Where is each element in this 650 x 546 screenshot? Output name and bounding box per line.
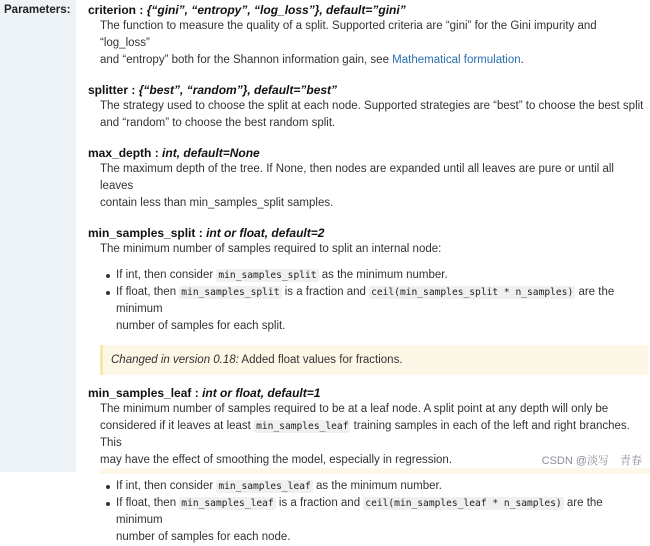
bullet-text: If float, then [116, 497, 180, 509]
watermark: CSDN @淡写 青春 [541, 455, 642, 467]
inline-code: ceil(min_samples_leaf * n_samples) [365, 498, 562, 509]
param-name: min_samples_split [88, 226, 196, 240]
desc-line: training samples in each of the left and right branches. This [100, 420, 630, 449]
bullet-list [88, 267, 648, 335]
param-signature: min_samples_leaf : int or float, default=1 [88, 386, 321, 400]
inline-code: min_samples_leaf [218, 481, 311, 492]
list-item [116, 495, 648, 546]
bullet-text: is a fraction and [275, 497, 364, 509]
desc-line: considered if it leaves at least [100, 420, 255, 432]
bullet-text: are the minimum [116, 497, 603, 526]
desc-line: The maximum depth of the tree. If None, then nodes are expanded until all leaves are pure or until all leaves [100, 163, 614, 192]
param-splitter [88, 82, 648, 132]
inline-code: min_samples_leaf [256, 421, 349, 432]
param-max-depth [88, 145, 648, 212]
param-type: int or float, default=2 [206, 226, 325, 240]
desc-line: The function to measure the quality of a split. Supported criteria are “gini” for the Gini impurity and “log_loss” [100, 20, 597, 49]
list-item [116, 284, 648, 335]
version-changed-note [100, 345, 648, 375]
next-note-strip [100, 468, 650, 474]
list-item [116, 478, 648, 495]
param-type: int or float, default=1 [202, 386, 321, 400]
param-description [100, 241, 648, 258]
param-description [100, 98, 648, 132]
desc-line: The minimum number of samples required to split an internal node: [100, 243, 442, 255]
param-description [100, 161, 648, 212]
bullet-list [88, 478, 648, 546]
param-type: int, default=None [162, 146, 260, 160]
param-signature: criterion : {“gini”, “entropy”, “log_loss”}, default=”gini” [88, 3, 406, 17]
bullet-text: number of samples for each node. [116, 531, 291, 543]
param-signature: max_depth : int, default=None [88, 146, 260, 160]
inline-code: ceil(min_samples_split * n_samples) [371, 287, 574, 298]
desc-line: may have the effect of smoothing the model, especially in regression. [100, 454, 453, 466]
param-description [100, 18, 648, 69]
param-min-samples-split [88, 225, 648, 375]
param-criterion [88, 2, 648, 69]
param-type: {“best”, “random”}, default=”best” [138, 83, 338, 97]
bullet-text: as the minimum number. [312, 480, 442, 492]
param-name: criterion [88, 3, 137, 17]
list-item [116, 267, 648, 284]
desc-line: and “random” to choose the best random split. [100, 117, 336, 129]
bullet-text: are the minimum [116, 286, 615, 315]
param-name: max_depth [88, 146, 152, 160]
bullet-text: If int, then consider [116, 269, 217, 281]
version-text: Added float values for fractions. [238, 354, 403, 366]
param-signature: splitter : {“best”, “random”}, default=”best” [88, 83, 338, 97]
parameters-label: Parameters: [4, 4, 71, 16]
inline-code: min_samples_split [218, 270, 317, 281]
version-label: Changed in version 0.18: [111, 354, 239, 366]
inline-code: min_samples_split [181, 287, 280, 298]
inline-code: min_samples_leaf [181, 498, 274, 509]
param-type: {“gini”, “entropy”, “log_loss”}, default=”gini” [146, 3, 406, 17]
desc-line: The minimum number of samples required to be at a leaf node. A split point at any depth will only be [100, 403, 609, 415]
mathematical-formulation-link[interactable]: Mathematical formulation [392, 54, 521, 66]
desc-line: and “entropy” both for the Shannon information gain, see [100, 54, 393, 66]
param-name: min_samples_leaf [88, 386, 192, 400]
parameters-label-column [0, 0, 76, 472]
bullet-text: is a fraction and [281, 286, 370, 298]
param-name: splitter [88, 83, 129, 97]
desc-suffix: . [520, 54, 524, 66]
bullet-text: as the minimum number. [318, 269, 448, 281]
desc-line: The strategy used to choose the split at each node. Supported strategies are “best” to choose the best split [100, 100, 644, 112]
bullet-text: If int, then consider [116, 480, 217, 492]
desc-line: contain less than min_samples_split samples. [100, 197, 334, 209]
bullet-text: If float, then [116, 286, 180, 298]
bullet-text: number of samples for each split. [116, 320, 286, 332]
param-signature: min_samples_split : int or float, default=2 [88, 226, 325, 240]
